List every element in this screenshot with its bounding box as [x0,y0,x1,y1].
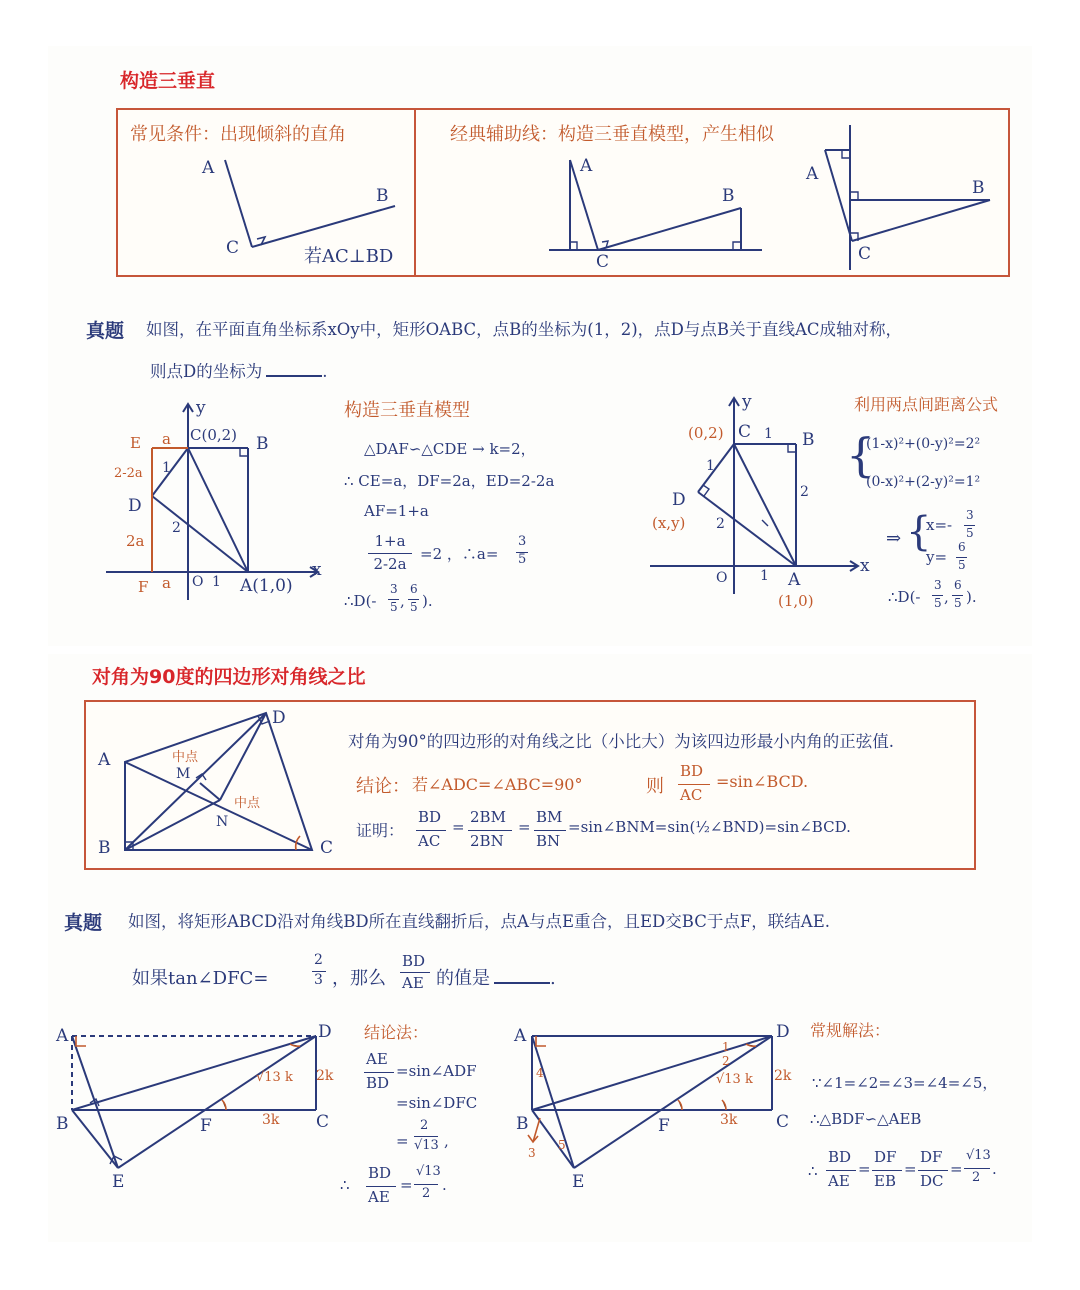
mb-f1-den: AE [828,1172,850,1190]
method2-f1-den: 5 [934,596,942,610]
method2-close: ). [966,588,977,606]
section1-title: 构造三垂直 [120,70,216,92]
ma-fin-rden: 2 [422,1186,431,1201]
method2-f1-num: 3 [934,578,942,592]
fb-s13k: √13 k [716,1072,753,1087]
fb-n5: 5 [558,1138,566,1152]
proof-n2: 2BM [470,808,506,826]
mb-f2-bar [872,1170,902,1171]
fa-a: A [56,1026,69,1046]
mb-eq1: = [858,1160,871,1178]
method1-l1: △DAF∽△CDE → k=2， [364,440,536,458]
ma-fin-rnum: √13 [416,1164,441,1179]
fa-b: B [56,1114,69,1134]
ma-r3-den: √13 [414,1138,439,1153]
fl-a-top: a [162,430,171,448]
mb-eq3: = [950,1160,963,1178]
fa-d: D [318,1022,332,1042]
mb-dot: . [992,1160,997,1178]
mb-f1-bar [826,1170,856,1171]
fb-c: C [776,1112,790,1132]
proof-d1: AC [418,832,441,850]
lbl-c1: C [596,252,610,272]
method1-d1-den: 5 [390,600,398,614]
ma-r2: =sin∠DFC [396,1094,478,1112]
problem1-tag: 真题 [86,320,125,342]
method2-arrow: ⇒ [886,528,902,549]
lbl-c: C [226,238,240,258]
fa-e: E [112,1172,125,1192]
ratio-statement: 对角为90°的四边形的对角线之比（小比大）为该四边形最小内角的正弦值. [348,732,894,751]
fb-b: B [516,1114,529,1134]
fb-d: D [776,1022,790,1042]
q-a: A [98,750,111,770]
fl-c: C(0,2) [190,426,238,444]
method2-eq1: (1-x)²+(0-y)²=2² [866,436,981,452]
method2-y-num: 6 [958,540,966,554]
ma-comma: , [444,1132,449,1150]
proof-label: 证明： [356,821,405,840]
method1-l5-head: ∴D(- [344,592,377,610]
ma-therefore: ∴ [340,1176,350,1194]
fl-2: 2 [172,520,181,536]
fr-o: O [716,570,728,586]
proof-eq2: = [518,818,531,836]
fr-xy: (x,y) [652,514,686,532]
fr-a: A [788,570,801,590]
mb-f3-den: DC [920,1172,944,1190]
fr-2-l: 2 [716,516,725,532]
mb-therefore: ∴ [808,1162,818,1180]
ma-fin-den: AE [368,1188,390,1206]
method2-f2-num: 6 [954,578,962,592]
problem2-t-den: 3 [314,972,323,988]
problem2-r-den: AE [402,974,424,992]
mb-f1-num: BD [828,1148,852,1166]
conclusion-tail: =sin∠BCD. [716,772,809,791]
method2-comma: , [944,588,949,606]
section2-title: 对角为90度的四边形对角线之比 [92,666,366,688]
lbl-a: A [202,158,215,178]
ma-fin-num: BD [368,1164,392,1182]
fl-a: A(1,0) [240,576,293,596]
fb-e: E [572,1172,585,1192]
fr-10: (1,0) [778,592,814,610]
q-n: N [216,814,229,830]
method1-frac-num: 1+a [374,532,406,550]
ma-fin-eq: = [400,1176,413,1194]
conclusion-label: 结论： [356,776,410,797]
method1-close: ). [422,592,433,610]
box-right-heading: 经典辅助线：构造三垂直模型，产生相似 [450,124,774,145]
mb-f2-num: DF [874,1148,897,1166]
proof-n1: BD [418,808,442,826]
method1-frac-den: 2-2a [373,555,407,573]
method2-x: x=- [926,516,953,534]
problem1-line1: 如图，在平面直角坐标系xOy中，矩形OABC，点B的坐标为(1，2)，点D与点B关于直线AC成轴对称， [146,320,903,339]
fr-02: (0,2) [688,424,724,442]
method1-a-num: 3 [518,534,527,549]
problem2-tag: 真题 [64,912,103,934]
fb-f: F [658,1116,670,1136]
problem2-line2-head: 如果tan∠DFC= [132,968,269,989]
fl-2-2a: 2-2a [114,466,143,481]
ma-d1: BD [366,1074,390,1092]
fa-f: F [200,1116,212,1136]
method1-d2-num: 6 [410,582,418,596]
proof-d3: BN [536,832,561,850]
problem2-r-num: BD [402,952,426,970]
method2-x-num: 3 [966,508,974,522]
fl-o: O [192,574,204,590]
method2-brace2: { [906,509,932,555]
proof-eq1: = [452,818,465,836]
conclusion-then: 则 [646,776,664,797]
lbl-a2: A [806,164,819,184]
ma-fin-dot: . [442,1176,447,1194]
method1-comma: , [400,592,405,610]
proof-tail: =sin∠BNM=sin(½∠BND)=sin∠BCD. [568,818,851,836]
mb-eq2: = [904,1160,917,1178]
method2-y: y= [926,548,948,566]
fb-n4: 4 [536,1066,544,1080]
method1-d2-den: 5 [410,600,418,614]
conclusion-num: BD [680,762,704,780]
ma-r3-num: 2 [420,1118,429,1133]
fr-y: y [742,392,752,412]
fb-a: A [514,1026,527,1046]
mb-f4-den: 2 [972,1170,981,1185]
fa-2k: 2k [316,1068,334,1084]
fl-2a: 2a [126,532,145,550]
fl-e: E [130,434,141,452]
fl-1-bot: 1 [212,574,221,590]
problem2-t-num: 2 [314,952,323,968]
mb-l2: ∴△BDF∽△AEB [810,1110,922,1128]
problem2-line2-tail: 的值是 . [436,968,556,989]
ma-n1: AE [366,1050,388,1068]
fl-f: F [138,578,149,596]
lbl-b1: B [722,186,735,206]
q-b: B [98,838,111,858]
proof-n3: BM [536,808,563,826]
fl-d: D [128,496,142,516]
lbl-b: B [376,186,389,206]
fr-2-r: 2 [800,484,809,500]
fr-d: D [672,490,686,510]
box-left-heading: 常见条件：出现倾斜的直角 [130,124,346,145]
lbl-c2: C [858,244,872,264]
method2-y-den: 5 [958,558,966,572]
method2-brace: { [846,428,876,482]
perpendicular-note: 若AC⊥BD [304,246,394,267]
fb-n2: 2 [722,1054,730,1068]
fb-n3: 3 [528,1146,536,1160]
ma-eq3: = [396,1132,409,1150]
conclusion-text: 若∠ADC=∠ABC=90° [412,775,583,794]
fl-a-bot: a [162,574,171,592]
mb-f3-num: DF [920,1148,943,1166]
method1-d1-num: 3 [390,582,398,596]
fl-1: 1 [162,460,171,476]
mb-f4-bar [964,1168,990,1169]
mb-l1: ∵∠1=∠2=∠3=∠4=∠5， [812,1074,998,1092]
ma-r1: =sin∠ADF [396,1062,477,1080]
method-a-title: 结论法： [364,1023,429,1042]
conclusion-den: AC [680,786,703,804]
problem2-line1: 如图，将矩形ABCD沿对角线BD所在直线翻折后，点A与点E重合，且ED交BC于点F，联结AE. [128,912,830,931]
fl-b: B [256,434,269,454]
mb-f3-bar [918,1170,948,1171]
method2-x-den: 5 [966,526,974,540]
method-b-title: 常规解法： [810,1021,891,1040]
lbl-a1: A [580,156,593,176]
fa-3k: 3k [262,1112,280,1128]
fb-2k: 2k [774,1068,792,1084]
lbl-b2: B [972,178,985,198]
fr-1-side: 1 [706,458,715,474]
fr-1-top: 1 [764,426,773,442]
method1-a-den: 5 [518,552,527,567]
mb-f4-num: √13 [966,1148,991,1163]
method2-final-head: ∴D(- [888,588,921,606]
problem1-line2: 则点D的坐标为 . [150,362,328,381]
fl-y: y [196,398,206,418]
method1-l3: AF=1+a [364,502,429,520]
method1-l4: =2 ，∴a= [420,545,499,563]
fr-1-bot: 1 [760,568,769,584]
method2-f2-den: 5 [954,596,962,610]
q-mid1: 中点 [172,750,199,765]
method1-title: 构造三垂直模型 [344,400,470,421]
fa-s13k: √13 k [256,1070,293,1085]
q-d: D [272,708,286,728]
fb-3k: 3k [720,1112,738,1128]
q-c: C [320,838,334,858]
fr-x: x [860,556,870,576]
problem2-line2-mid: ，那么 [332,968,386,989]
fa-c: C [316,1112,330,1132]
method1-l2: ∴ CE=a，DF=2a，ED=2-2a [344,472,555,490]
fb-n1: 1 [722,1040,730,1054]
fr-c: C [738,422,752,442]
q-mid2: 中点 [234,796,261,811]
fr-b: B [802,430,815,450]
proof-d2: 2BN [470,832,504,850]
fl-x: x [312,560,322,580]
method2-title: 利用两点间距离公式 [854,395,999,414]
mb-f2-den: EB [874,1172,896,1190]
q-m: M [176,766,191,782]
method2-eq2: (0-x)²+(2-y)²=1² [866,474,981,490]
